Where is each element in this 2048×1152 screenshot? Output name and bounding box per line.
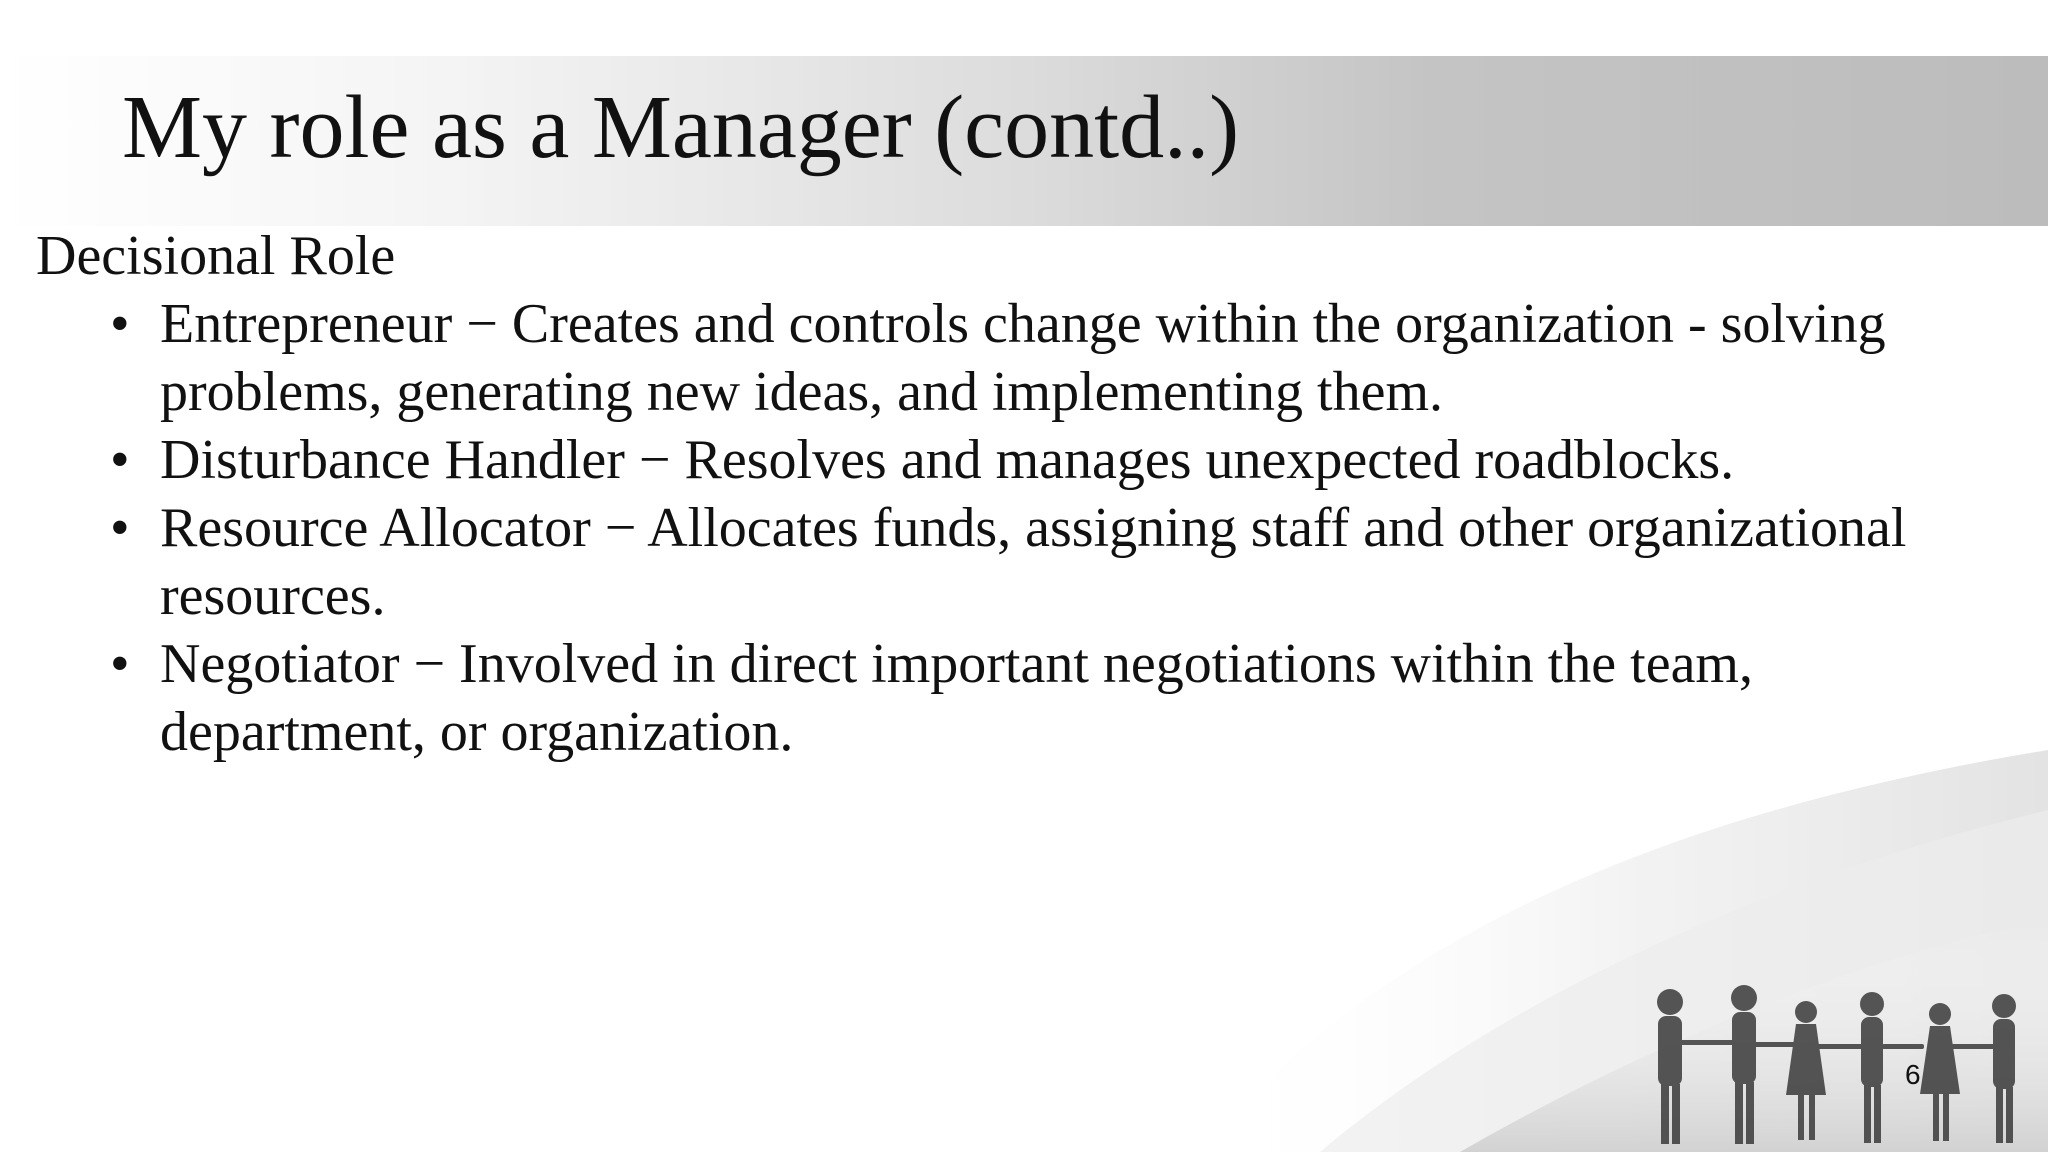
bullet-text: Negotiator − Involved in direct important negotiations within the team, xyxy=(160,633,1753,695)
list-item xyxy=(110,426,2030,494)
bullet-icon: • xyxy=(110,497,130,559)
bullet-text: problems, generating new ideas, and implementing them. xyxy=(160,361,1443,423)
bullet-text: Entrepreneur − Creates and controls change within the organization - solving xyxy=(160,293,1886,355)
page-number: 6 xyxy=(1905,1059,1921,1090)
bullet-text: Resource Allocator − Allocates funds, assigning staff and other organizational xyxy=(160,497,1907,559)
list-item xyxy=(110,290,2030,426)
bullet-icon: • xyxy=(110,293,130,355)
people-holding-hands-silhouette-icon xyxy=(1200,700,2048,1152)
bullet-text: resources. xyxy=(160,565,386,627)
bullet-icon: • xyxy=(110,429,130,491)
bullet-text: department, or organization. xyxy=(160,701,794,763)
section-heading: Decisional Role xyxy=(36,225,396,287)
bullet-list xyxy=(110,290,2030,766)
list-item xyxy=(110,494,2030,630)
bullet-icon: • xyxy=(110,633,130,695)
bullet-text: Disturbance Handler − Resolves and manages unexpected roadblocks. xyxy=(160,429,1735,491)
slide-title: My role as a Manager (contd..) xyxy=(122,78,1240,177)
